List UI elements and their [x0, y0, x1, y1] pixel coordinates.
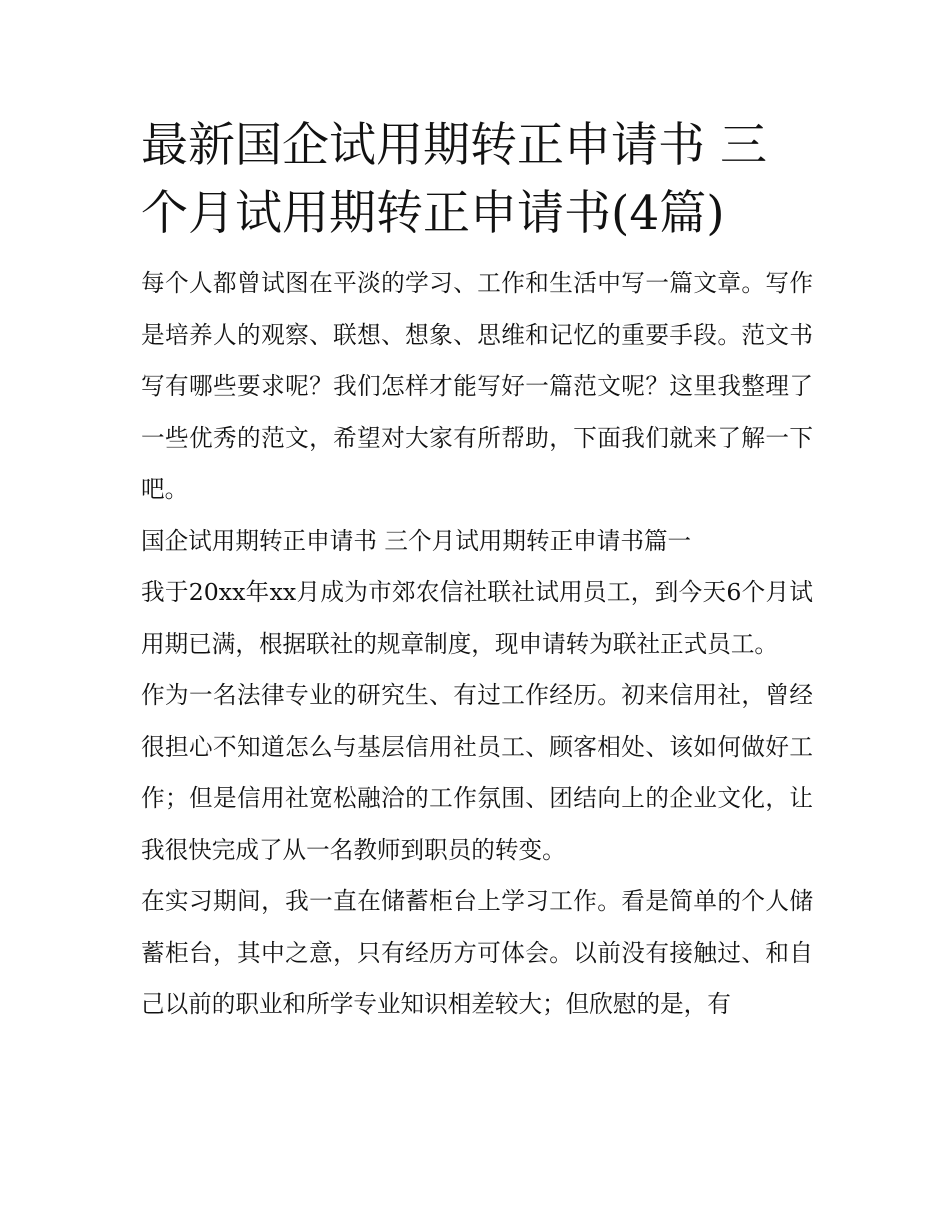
- body-paragraph: 我于20xx年xx月成为市郊农信社联社试用员工，到今天6个月试用期已满，根据联社的规章制度，现申请转为联社正式员工。: [141, 578, 813, 658]
- document-title: 最新国企试用期转正申请书 三个月试用期转正申请书(4篇): [141, 118, 767, 241]
- intro-paragraph: 每个人都曾试图在平淡的学习、工作和生活中写一篇文章。写作是培养人的观察、联想、想象、思维和记忆的重要手段。范文书写有哪些要求呢？我们怎样才能写好一篇范文呢？这里我整理了一些优秀的范文，希望对大家有所帮助，下面我们就来了解一下吧。: [141, 269, 813, 503]
- body-paragraph: 在实习期间，我一直在储蓄柜台上学习工作。看是简单的个人储蓄柜台，其中之意，只有经历方可体会。以前没有接触过、和自己以前的职业和所学专业知识相差较大；但欣慰的是，有: [141, 887, 813, 1018]
- section-heading: 国企试用期转正申请书 三个月试用期转正申请书篇一: [141, 526, 692, 555]
- body-paragraph: 作为一名法律专业的研究生、有过工作经历。初来信用社，曾经很担心不知道怎么与基层信用社员工、顾客相处、该如何做好工作；但是信用社宽松融洽的工作氛围、团结向上的企业文化，让我很快完成了从一名教师到职员的转变。: [141, 681, 813, 864]
- document-body: [141, 112, 813, 1031]
